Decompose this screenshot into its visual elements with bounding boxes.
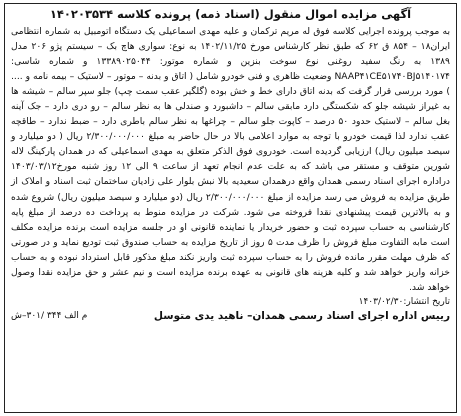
signature: رییس اداره اجرای اسناد رسمی همدان– ناهید یدی متوسل [153, 309, 450, 322]
publish-date: تاریخ انتشار:۱۴۰۳/۰۲/۳۰ [358, 296, 450, 307]
reference-code: م الف ۳۴۴ /۳۰۱–ش [11, 310, 88, 321]
notice-title: آگهی مزایده اموال منقول (اسناد ذمه) پرونده کلاسه ۱۴۰۲۰۳۵۳۴ [49, 7, 412, 21]
auction-notice [4, 3, 457, 413]
footer-row [11, 309, 450, 324]
notice-body: به موجب پرونده اجرایی کلاسه فوق له مریم ترکمان و علیه مهدی اسماعیلی یک دستگاه اتومبیل به شماره انتظامی ایران۱۸ – ۸۵۴ ق ۶۲ که طبق نظر کارشناس مورخ ۱۴۰۲/۱۱/۲۵ به نوع: سواری هاچ بک – سیستم پژو ۲۰۶ مدل ۱۳۸۹ به رنگ سفید روغنی نوع سوخت بنزین و شماره موتور: ۱۳۳۸۹۰۲۵۰۴۴ و شماره شاسی: NAAP۴۱CE۵۱۷۴۰BJ۵۱۴۰۱۷۴ وضعیت ظاهری و فنی خودرو شامل ( اتاق و بدنه – موتور – لاستیک – بیمه نامه و .... ) مورد بررسی قرار گرفت که بدنه اتاق دارای خط و خش بوده (گلگیر عقب سمت چپ) جلو سپر سالم – شیشه ها به غیراز شیشه جلو که شکستگی دارد مابقی سالم – داشبورد و صندلی ها به نظر سالم – رو دری دارد – جک آینه بغل سالم – لاستیک حدود ۵۰ درصد – کاپوت جلو سالم – چراغها به نظر سالم باطری دارد – ضبط ندارد – طاقچه عقب ندارد لذا قیمت خودرو با توجه به موارد اعلامی بالا در حال حاضر به مبلغ ۲/۳۰۰/۰۰۰/۰۰۰ ریال ( دو میلیارد و سیصد میلیون ریال) ارزیابی گردیده است. خودروی فوق الذکر متعلق به مهدی اسماعیلی که در همدان پارکینگ لاله شورین متوقف و مستقر می باشد که به علت عدم انجام تعهد از ساعت ۹ الی ۱۲ روز شنبه مورخ۱۴۰۳/۰۳/۱۲ دراداره اجرای اسناد رسمی همدان واقع درهمدان سعیدیه بالا نبش بلوار علی زادیان ساختمان ثبت اسناد و املاک از طریق مزایده به فروش می رسد مزایده از مبلغ ۲/۳۰۰/۰۰۰/۰۰۰ ریال (دو میلیارد و سیصد میلیون ریال) شروع شده و به بالاترین قیمت پیشنهادی نقدا فروخته می شود. شرکت در مزایده منوط به پرداخت ده درصد از مبلغ پایه کارشناسی به حساب سپرده ثبت و حضور خریدار یا نماینده قانونی او در جلسه مزایده است برنده مزایده مکلف است مابه التفاوت مبلغ فروش را ظرف مدت ۵ روز از تاریخ مزایده به حساب صندوق ثبت تودیع نماید و در صورتی که ظرف مهلت مقرر مانده فروش را به حساب سپرده ثبت واریز نکند مبلغ مذکور قابل استرداد نبوده و به حساب خزانه واریز خواهد شد و کلیه هزینه های قانونی به عهده برنده مزایده است و نیم عشر و حق مزایده نقدا وصول خواهد شد. [11, 26, 451, 293]
